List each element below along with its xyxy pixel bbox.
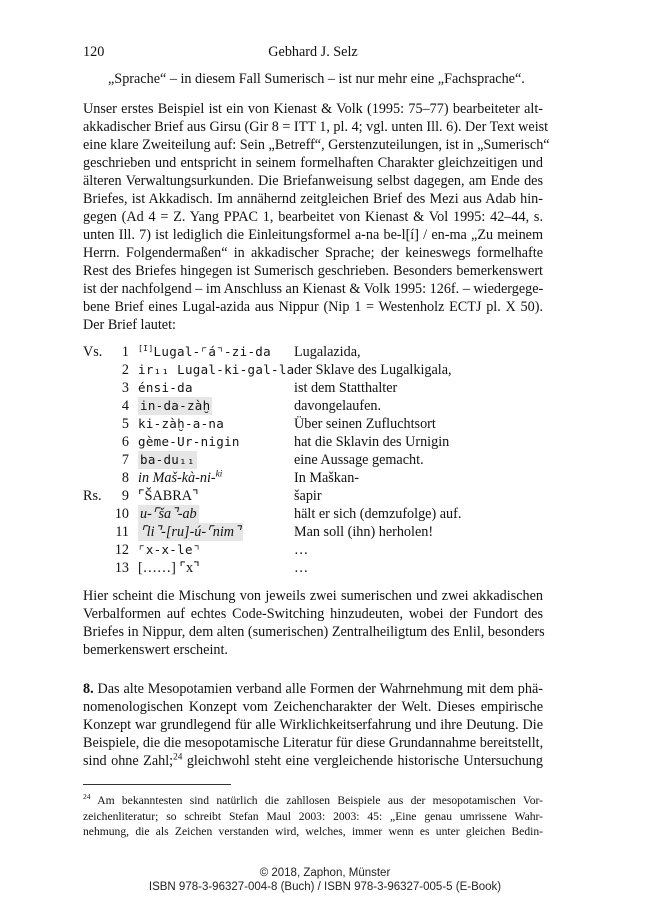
letter-line: 5 ki-zàḫ-a-na Über seinen Zufluchtsort: [121, 416, 436, 432]
letter-line: Rs. 9 ⌜ŠABRA⌝ šapir: [83, 488, 322, 504]
letter-line: 8 in Maš-kà-ni-$^{ki}$ In Maškan-: [121, 468, 360, 486]
paragraph-1: [83, 100, 550, 334]
page-number: 120: [83, 44, 105, 60]
paragraph-line: akkadischer Brief aus Girsu (Gir 8 = ITT 1, pl. 4; vgl. unten Ill. 6). Der Text weist: [83, 119, 549, 135]
footnote-rule: [83, 784, 231, 785]
paragraph-line: Verbalformen auf echtes Code-Switching hinzudeuten, wobei der Fundort des: [83, 606, 543, 622]
letter-line: 11 ⌜li⌝-[ru]-ú-⌜nim⌝ Man soll (ihn) herholen!: [115, 524, 434, 540]
paragraph-line: eine klare Zweiteilung auf: Sein „Betreff“, Gerstenzuteilungen, ist in „Sumerisch“: [83, 137, 550, 153]
letter-line: 12 ⌜x-x-le⌝ …: [114, 542, 309, 558]
highlighted-akkadian-verb: ⌜li⌝-[ru]-ú-⌜nim⌝: [140, 524, 241, 540]
paragraph-2: [83, 587, 543, 659]
paragraph-line: nomenologischen Konzept vom Zeichencharakter der Welt. Dieses empirische: [83, 699, 543, 715]
letter-line: 4 in-da-zàḫ davongelaufen.: [121, 398, 382, 414]
footnote-reference: 24: [173, 751, 183, 762]
letter-line: 3 énsi-da ist dem Statthalter: [121, 380, 398, 396]
footnote-line: nehmung, die als Zeichen verstanden wird, welches, immer wenn es unter gleichen Bedin-: [83, 825, 543, 838]
letter-line: Vs. 1 [I]Lugal-⌜á⌝-zi-da Lugalazida,: [83, 342, 361, 360]
footnote-line: zeichenliteratur; so schreibt Stefan Maul 2003: 2003: 45: „Eine genau umrissene Wahr-: [83, 809, 543, 823]
paragraph-line: Briefes, ist Akkadisch. Im annähernd zeitgleichen Brief des Mezi aus Adab hin-: [83, 191, 543, 207]
letter-line: 13 [……] ⌜x⌝ …: [114, 560, 309, 576]
paragraph-line: unten Ill. 7) ist lediglich die Einleitungsformel a-na be-l[í] / en-ma „Zu meinem: [83, 227, 543, 243]
paragraph-line: geschrieben und entspricht in seinem formelhaften Charakter gleichzeitigen und: [83, 155, 543, 171]
paragraph-line: gegen (Ad 4 = Z. Yang PPAC 1, bearbeitet von Kienast & Vol 1995: 42–44, s.: [83, 209, 543, 225]
colophon: [0, 866, 650, 894]
highlighted-sumerian-verb: in-da-zàḫ: [140, 398, 211, 413]
paragraph-line: Hier scheint die Mischung von jeweils zwei sumerischen und zwei akkadischen: [83, 588, 543, 604]
highlighted-sumerian-verb: ba-du₁₁: [140, 452, 195, 467]
letter-transliteration: [83, 343, 543, 577]
paragraph-line: bene Brief eines Lugal-azida aus Nippur (Nip 1 = Westenholz ECTJ pl. X 50).: [83, 299, 543, 315]
paragraph-3: [83, 680, 543, 770]
paragraph-line: älteren Verwaltungsurkunden. Die Briefanweisung selbst dagegen, am Ende des: [83, 173, 543, 189]
paragraph-line: Rest des Briefes hingegen ist Sumerisch geschrieben. Besonders bemerkenswert: [83, 263, 543, 279]
letter-line: 2 ir₁₁ Lugal-ki-gal-la der Sklave des Lugalkigala,: [121, 362, 452, 378]
footnote-24: [83, 793, 543, 840]
copyright-line: © 2018, Zaphon, Münster: [259, 867, 391, 879]
footnote-mark: 24: [83, 792, 91, 802]
letter-line: 7 ba-du₁₁ eine Aussage gemacht.: [121, 452, 424, 468]
paragraph-line: sind ohne Zahl;$^{24}$ gleichwohl steht eine vergleichende historische Untersuchung: [83, 751, 543, 769]
paragraph-line: Unser erstes Beispiel ist ein von Kienast & Volk (1995: 75–77) bearbeiteter alt-: [83, 101, 543, 117]
paragraph-line: Briefes in Nippur, dem alten (sumerischen) Zentralheiligtum des Enlil, besonders: [83, 624, 545, 640]
paragraph-line: ist der nachfolgend – im Anschluss an Kienast & Volk 1995: 126f. – wiedergege-: [83, 281, 544, 297]
running-head-author: Gebhard J. Selz: [268, 44, 358, 60]
isbn-line: ISBN 978-3-96327-004-8 (Buch) / ISBN 978-3-96327-005-5 (E-Book): [148, 881, 502, 893]
highlighted-akkadian-verb: u-⌜ša⌝-ab: [140, 506, 197, 522]
paragraph-line: 8. Das alte Mesopotamien verband alle Formen der Wahrnehmung mit dem phä-: [83, 681, 543, 697]
letter-line: 10 u-⌜ša⌝-ab hält er sich (demzufolge) auf.: [114, 506, 462, 522]
paragraph-line: Der Brief lautet:: [83, 317, 176, 333]
paragraph-line: bemerkenswert erscheint.: [83, 642, 228, 658]
footnote-line: $^{24}$ Am bekanntesten sind natürlich die zahllosen Beispiele aus der mesopotamischen Vor-: [83, 792, 543, 807]
paragraph-line: Beispiele, die die mesopotamische Literatur für diese Grundannahme bereitstellt,: [83, 735, 544, 751]
paragraph-line: Konzept war grundlegend für alle Wirklichkeitserfahrung und ihre Deutung. Die: [83, 717, 543, 733]
section-number: 8.: [83, 681, 94, 697]
letter-line: 6 gème-Ur-nigin hat die Sklavin des Urnigin: [121, 434, 450, 450]
quote-line: „Sprache“ – in diesem Fall Sumerisch – ist nur mehr eine „Fachsprache“.: [108, 71, 525, 87]
paragraph-line: Herrn. Folgendermaßen“ in akkadischer Sprache; der keineswegs formelhafte: [83, 245, 543, 261]
